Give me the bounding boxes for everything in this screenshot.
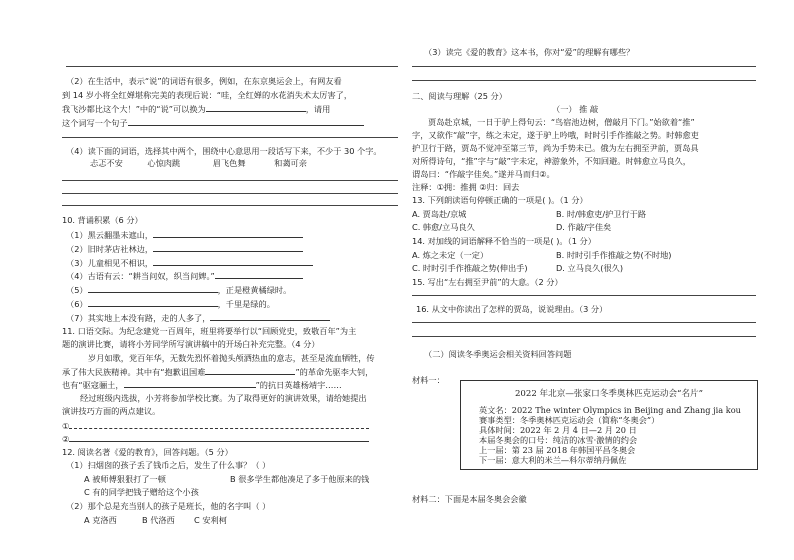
q11-answer-blank[interactable] [69,420,369,429]
q10-item [66,270,303,282]
q2-text-3 [62,103,330,115]
q10-item [66,298,275,310]
q12-1-option-c[interactable]: C 有的同学把钱子赠给这个小孩 [84,487,199,497]
q11-text-4a: 承了伟大民族精神。其中有“抱歉诅国难 [62,367,206,377]
q14-option-d[interactable]: D. 立马良久(很久) [556,263,624,273]
q12-2-option-c[interactable]: C 安利柯 [194,515,227,525]
card-line: 下一届：意大利的米兰—科尔蒂纳丹佩佐 [479,455,627,465]
passage-notes: 注释：①拥：推拥 ②归：回去 [412,182,520,192]
q10-item [66,229,303,241]
q16-text: 16. 从文中你读出了怎样的贾岛，说说理由。（3 分） [416,304,608,314]
q10-item [66,312,330,324]
q15-text: 15. 写出“左右拥至尹前”的大意。（2 分） [412,277,563,287]
answer-line [412,295,756,296]
passage-line: 护卫行于路，贾岛不觉冲至第三节，尚为手势未已。俄为左右拥至尹前，贾岛具 [412,143,699,153]
answer-line [412,336,756,337]
passage-line: 谓岛曰：“作敲字佳矣。”遂并马而归②。 [412,169,555,179]
q13-option-a[interactable]: A. 贾岛赴/京城 [412,209,467,219]
q10-item-text: （5） [66,285,88,295]
q10-item-text: （3）儿童相见不相识， [66,258,154,268]
q11-text-5 [62,379,342,391]
passage-line: 字，又欲作“敲”字，练之未定，遂于驴上吟哦，时时引手作推敲之势。时韩愈吏 [412,130,699,140]
q10-item [66,243,303,255]
q4-word: 心惊肉跳 [147,158,181,168]
q4-word: 和蔼可亲 [274,158,307,168]
q4-words [90,158,307,169]
q11-text-5a: 也有“驱寇骊土， [62,380,124,390]
q12-title: 12. 阅读名著《爱的教育》，回答问题。（5 分） [62,447,233,457]
q4-text: （4）读下面的词语，选择其中两个，围绕中心意思用一段话写下来，不少于 30 个字。 [66,146,382,156]
q14-option-b[interactable]: B. 时时引手作推敲之势(不时地) [556,250,672,260]
q2-blank[interactable] [206,103,306,112]
section-2b-title: （二）阅读冬季奥运会相关资料回答问题 [424,349,572,359]
q11-answer-2 [62,433,369,445]
q11-answer-1 [62,420,369,432]
q11-text-3: 岁月如歌，党百年华，无数先烈怀着抛头颅洒热血的意志，甚至是流血牺牲，传 [88,353,375,363]
q10-item-text: （7）其实地上本没有路，走的人多了， [66,313,211,323]
q11-answer-blank[interactable] [69,433,369,442]
q10-item-tail: ，正是橙黄橘绿时。 [217,285,292,295]
q10-blank[interactable] [153,257,313,266]
q13-option-b[interactable]: B. 时/韩愈吏/护卫行于路 [556,209,647,219]
q12-2-option-a[interactable]: A 克洛西 [84,515,117,525]
card-line: 上一届：第 23 届 2018 年韩国平昌冬奥会 [479,445,636,455]
q10-blank[interactable] [153,229,303,238]
answer-line [412,322,756,323]
q14-option-c[interactable]: C. 时时引手作推敲之势(伸出手) [412,263,528,273]
q2-text-4a: 这个词写一个句子 [62,118,128,128]
q11-text-4 [62,366,373,378]
q11-text-7: 演讲技巧方面的两点建议。 [62,406,161,416]
q10-blank[interactable] [215,270,303,279]
olympics-info-card [460,380,758,470]
card-line: 本届冬奥会的口号：纯洁的冰雪·激情的约会 [479,435,638,445]
passage-title: （一） 推 敲 [552,104,599,114]
q10-item-tail: ，千里是绿的。 [217,299,275,309]
q4-word: 眉飞色舞 [212,158,246,168]
q10-blank[interactable] [88,284,218,293]
q2-text-4 [62,117,364,129]
passage-line: 贾岛赴京城，一日于驴上得句云：“鸟宿池边树，僧敲月下门。”始欲着“推” [428,117,695,127]
answer-line [412,66,756,67]
q12-2-option-b[interactable]: B 代洛西 [142,515,175,525]
answer-line [62,193,398,194]
card-line: 赛事类型：冬季奥林匹克运动会（简称“冬奥会”） [479,415,660,425]
material-2-label: 材料二：下面是本届冬奥会会徽 [412,494,527,504]
q10-title: 10. 背诵积累（6 分） [62,215,143,225]
q2-text-2: 到 14 岁小将全红婵堪称完美的表现后说：“哇，全红婵的水花消失术太厉害了， [62,90,353,100]
card-title: 2022 年北京—张家口冬季奥林匹克运动会“名片” [514,389,704,399]
q12-1-text: （1）扫烟囱的孩子丢了钱币之后，发生了什么事？（ ） [66,460,271,470]
q10-item-text: （1）黑云翻墨未遮山， [66,230,154,240]
q11-text-1: 11. 口语交际。为纪念建党一百周年，班里将要举行以“回顾党史，致敬百年”为主 [62,326,357,336]
q14-text: 14. 对加线的词语解释不恰当的一项是( )。（1 分） [412,236,596,246]
q12-2-text: （2）那个总是充当别人的孩子是班长，他的名字叫（ ） [66,501,271,511]
q2-text-3a: 我飞沙都比这个大！”中的“说”可以换为 [62,104,206,114]
section-2-title: 二、阅读与理解（25 分） [412,91,507,101]
q11-circle-1: ① [62,421,70,431]
passage-line: 对所得诗句，“推”字与“敲”字未定，神游象外，不知回避。时韩愈立马良久， [412,156,691,166]
q11-text-4b: ”的革命先驱李大钊， [295,367,374,377]
answer-line [66,66,398,67]
q12-1-option-b[interactable]: B 很多学生都他凑足了多于他原来的钱 [230,474,370,484]
q14-option-a[interactable]: A. 炼之未定（一定） [412,250,489,260]
q10-item [66,257,313,269]
q2-sentence-blank[interactable] [128,117,364,126]
answer-line [62,137,398,138]
q10-item-text: （2）旧时茅店社林边， [66,244,154,254]
q11-text-6: 经过班级内选拔，小芳将参加学校比赛。为了取得更好的演讲效果，请给她提出 [80,393,367,403]
q11-text-5b: ”的抗日英雄杨靖宇…… [255,380,342,390]
answer-line [62,180,398,181]
q10-blank[interactable] [88,298,218,307]
material-1-label: 材料一： [412,375,445,385]
q2-text-1: （2）在生活中，表示“说”的词语有很多，例如，在东京奥运会上，有网友看 [66,76,342,86]
q13-option-d[interactable]: D. 作敲/字佳矣 [556,222,612,232]
q11-text-2: 题的演讲比赛，请将小芳同学所写演讲稿中的开场白补充完整。（4 分） [62,339,320,349]
card-line: 英文名：2022 The winter Olympics in Beijing and Zhang jia kou [479,405,741,415]
q13-option-c[interactable]: C. 韩愈/立马良久 [412,222,475,232]
q10-item [66,284,291,296]
q10-item-text: （4）古语有云：“耕当问奴，织当问婢。” [66,271,215,281]
q2-text-3b: ，请用 [305,104,331,114]
answer-line [62,205,398,206]
q11-circle-2: ② [62,434,70,444]
q4-word: 忐忑不安 [90,158,123,168]
q3-text: （3）读完《爱的教育》这本书，你对“爱”的理解有哪些？ [424,47,635,57]
q10-blank[interactable] [210,312,330,321]
q13-text: 13. 下列朗读语句停顿正确的一项是( )。（1 分） [412,195,588,205]
q11-blank[interactable] [124,379,256,388]
q12-1-option-a[interactable]: A 被师傅狠狠打了一顿 [84,474,166,484]
card-line: 具体时间：2022 年 2 月 4 日—2 月 20 日 [479,425,637,435]
q11-blank[interactable] [205,366,295,375]
answer-line [412,80,756,81]
q10-item-text: （6） [66,299,88,309]
q10-blank[interactable] [153,243,303,252]
